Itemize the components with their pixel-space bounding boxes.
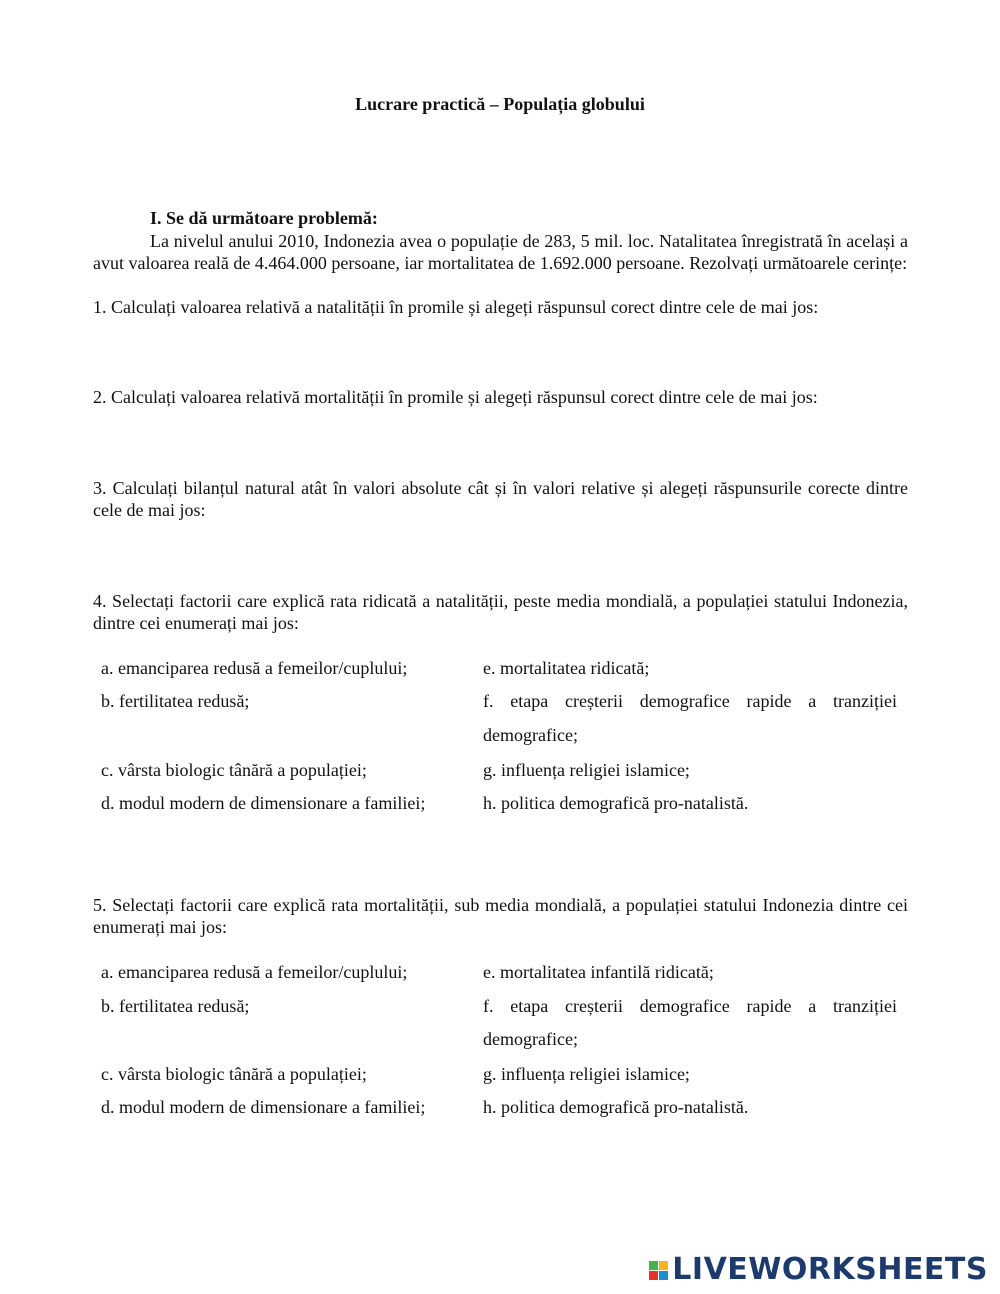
q4-option-b[interactable]: b. fertilitatea redusă; — [101, 691, 250, 711]
q4-option-e[interactable]: e. mortalitatea ridicată; — [483, 658, 650, 678]
liveworksheets-logo[interactable] — [649, 1250, 988, 1290]
logo-square-red — [649, 1271, 658, 1280]
q4-option-f[interactable]: f. etapa creșterii demografice rapide a tranziției — [483, 691, 897, 711]
q4-option-h[interactable]: h. politica demografică pro-natalistă. — [483, 793, 749, 813]
question-2: 2. Calculați valoarea relativă mortalității în promile și alegeți răspunsul corect dintre cele de mai jos: — [93, 387, 818, 407]
question-1: 1. Calculați valoarea relativă a natalității în promile și alegeți răspunsul corect dintre cele de mai jos: — [93, 297, 819, 317]
q4-option-g[interactable]: g. influența religiei islamice; — [483, 760, 690, 780]
section-heading: I. Se dă următoare problemă: — [150, 208, 378, 228]
q5-option-b[interactable]: b. fertilitatea redusă; — [101, 996, 250, 1016]
question-3: 3. Calculați bilanțul natural atât în valori absolute cât și în valori relative și alegeți răspunsurile corecte dintre cele de mai jos: — [93, 478, 908, 520]
logo-text: LIVEWORKSHEETS — [672, 1252, 988, 1287]
q4-option-a[interactable]: a. emanciparea redusă a femeilor/cuplului; — [101, 658, 408, 678]
question-5: 5. Selectați factorii care explică rata mortalității, sub media mondială, a populației statului Indonezia dintre cei enumerați mai jos: — [93, 895, 908, 937]
logo-square-blue — [659, 1271, 668, 1280]
q5-option-f[interactable]: f. etapa creșterii demografice rapide a tranziției — [483, 996, 897, 1016]
q4-option-f-cont[interactable]: demografice; — [483, 725, 578, 745]
q5-option-c[interactable]: c. vârsta biologic tânără a populației; — [101, 1064, 367, 1084]
problem-statement: La nivelul anului 2010, Indonezia avea o populație de 283, 5 mil. loc. Natalitatea înregistrată în același a avut valoarea reală de 4.464.000 persoane, iar mortalitatea de 1.692.000 persoane. Rezolvați următoarele cerințe: — [93, 231, 908, 273]
q5-option-a[interactable]: a. emanciparea redusă a femeilor/cuplului; — [101, 962, 408, 982]
q4-option-d[interactable]: d. modul modern de dimensionare a familiei; — [101, 793, 426, 813]
logo-square-yellow — [659, 1261, 668, 1270]
q5-option-e[interactable]: e. mortalitatea infantilă ridicată; — [483, 962, 714, 982]
q5-option-g[interactable]: g. influența religiei islamice; — [483, 1064, 690, 1084]
q5-option-f-cont[interactable]: demografice; — [483, 1029, 578, 1049]
page-title: Lucrare practică – Populația globului — [355, 94, 645, 114]
q4-option-c[interactable]: c. vârsta biologic tânără a populației; — [101, 760, 367, 780]
question-4: 4. Selectați factorii care explică rata ridicată a natalității, peste media mondială, a populației statului Indonezia, dintre cei enumerați mai jos: — [93, 591, 908, 633]
logo-square-green — [649, 1261, 658, 1270]
q5-option-d[interactable]: d. modul modern de dimensionare a familiei; — [101, 1097, 426, 1117]
liveworksheets-mark-icon — [649, 1261, 668, 1280]
q5-option-h[interactable]: h. politica demografică pro-natalistă. — [483, 1097, 749, 1117]
